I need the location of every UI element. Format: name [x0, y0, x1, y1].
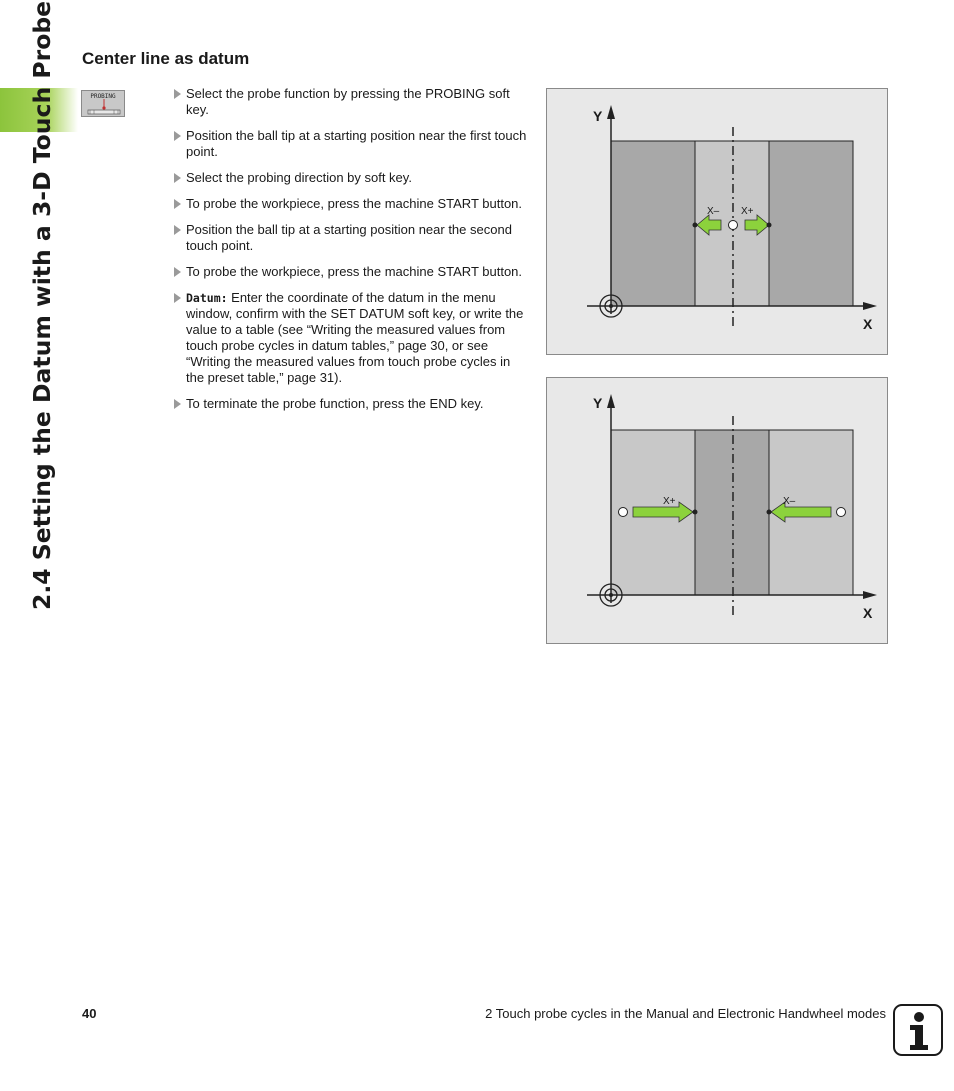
triangle-bullet-icon	[174, 225, 181, 235]
arrow-label-right: X+	[741, 206, 754, 217]
footer-chapter-text: 2 Touch probe cycles in the Manual and Electronic Handwheel modes	[485, 1006, 886, 1021]
list-item: Datum: Enter the coordinate of the datum in the menu window, confirm with the SET DATUM soft key, or write the value to a table (see “Writing the measured values from touch probe cycles in datum tables,” page 30, or see “Writing the measured values from touch probe cycles in the preset table,” page 31).	[172, 290, 528, 386]
page-number: 40	[82, 1006, 97, 1021]
arrow-label-left: X+	[663, 496, 676, 507]
list-item: To probe the workpiece, press the machine START button.	[172, 196, 528, 212]
triangle-bullet-icon	[174, 399, 181, 409]
chapter-side-title: 2.4 Setting the Datum with a 3-D Touch Probe	[28, 0, 56, 610]
list-item: Select the probe function by pressing the PROBING soft key.	[172, 86, 528, 118]
y-axis-label: Y	[593, 108, 603, 124]
figure-probe-outside	[546, 88, 888, 355]
y-axis-label: Y	[593, 395, 603, 411]
list-item: To probe the workpiece, press the machine START button.	[172, 264, 528, 280]
x-axis-label: X	[863, 605, 873, 621]
info-icon	[893, 1004, 943, 1056]
list-item: Position the ball tip at a starting position near the second touch point.	[172, 222, 528, 254]
arrow-label-right: X–	[783, 496, 796, 507]
section-heading: Center line as datum	[82, 49, 250, 68]
triangle-bullet-icon	[174, 199, 181, 209]
figure-probe-inside	[546, 377, 888, 644]
triangle-bullet-icon	[174, 173, 181, 183]
list-item: To terminate the probe function, press the END key.	[172, 396, 528, 412]
triangle-bullet-icon	[174, 89, 181, 99]
x-axis-label: X	[863, 316, 873, 332]
datum-code: Datum:	[186, 291, 228, 305]
softkey-label: PROBING	[90, 93, 116, 100]
probe-icon	[84, 99, 124, 116]
list-item: Position the ball tip at a starting position near the first touch point.	[172, 128, 528, 160]
triangle-bullet-icon	[174, 293, 181, 303]
probing-softkey[interactable]	[81, 90, 125, 117]
arrow-label-left: X–	[707, 206, 720, 217]
triangle-bullet-icon	[174, 131, 181, 141]
step-list	[172, 86, 528, 422]
triangle-bullet-icon	[174, 267, 181, 277]
list-item: Select the probing direction by soft key.	[172, 170, 528, 186]
